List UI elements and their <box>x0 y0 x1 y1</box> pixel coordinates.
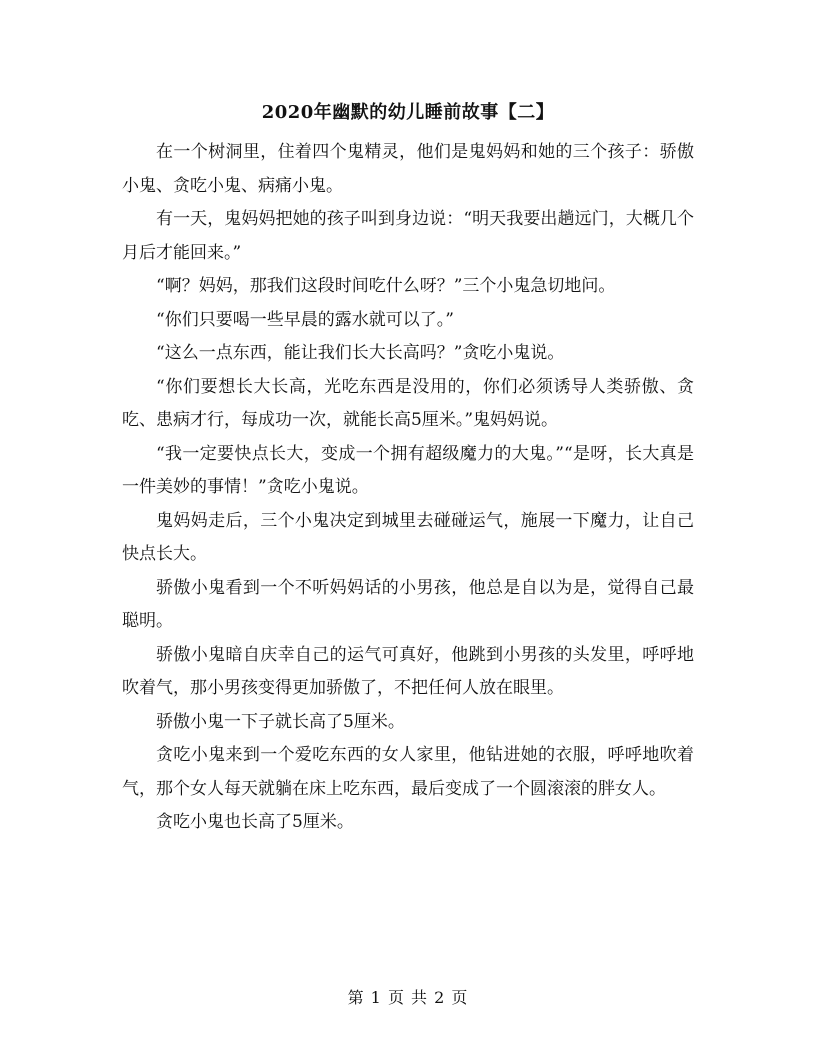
paragraph: 骄傲小鬼暗自庆幸自己的运气可真好，他跳到小男孩的头发里，呼呼地吹着气，那小男孩变得更加骄傲了，不把任何人放在眼里。 <box>122 644 694 698</box>
paragraph: 贪吃小鬼也长高了5厘米。 <box>156 812 354 832</box>
paragraph: 在一个树洞里，住着四个鬼精灵，他们是鬼妈妈和她的三个孩子：骄傲小鬼、贪吃小鬼、病痛小鬼。 <box>122 142 694 196</box>
paragraph: 有一天，鬼妈妈把她的孩子叫到身边说：“明天我要出趟远门，大概几个月后才能回来。” <box>122 209 694 263</box>
paragraph: “你们要想长大长高，光吃东西是没用的，你们必须诱导人类骄傲、贪吃、患病才行，每成功一次，就能长高5厘米。”鬼妈妈说。 <box>122 376 694 430</box>
paragraph: 骄傲小鬼看到一个不听妈妈话的小男孩，他总是自以为是，觉得自己最聪明。 <box>122 577 694 631</box>
paragraph: 鬼妈妈走后，三个小鬼决定到城里去碰碰运气，施展一下魔力，让自己快点长大。 <box>122 510 694 564</box>
paragraph: 贪吃小鬼来到一个爱吃东西的女人家里，他钻进她的衣服，呼呼地吹着气，那个女人每天就躺在床上吃东西，最后变成了一个圆滚滚的胖女人。 <box>122 745 694 799</box>
page-footer: 第 1 页 共 2 页 <box>347 988 469 1007</box>
document-title: 2020年幽默的幼儿睡前故事【二】 <box>261 102 555 123</box>
story-body <box>122 136 694 840</box>
paragraph: “这么一点东西，能让我们长大长高吗？”贪吃小鬼说。 <box>156 343 565 363</box>
paragraph: 骄傲小鬼一下子就长高了5厘米。 <box>156 711 405 732</box>
paragraph: “我一定要快点长大，变成一个拥有超级魔力的大鬼。”“是呀，长大真是一件美妙的事情！”贪吃小鬼说。 <box>122 443 694 497</box>
paragraph: “啊？妈妈，那我们这段时间吃什么呀？”三个小鬼急切地问。 <box>156 276 616 296</box>
paragraph: “你们只要喝一些早晨的露水就可以了。” <box>156 309 454 330</box>
